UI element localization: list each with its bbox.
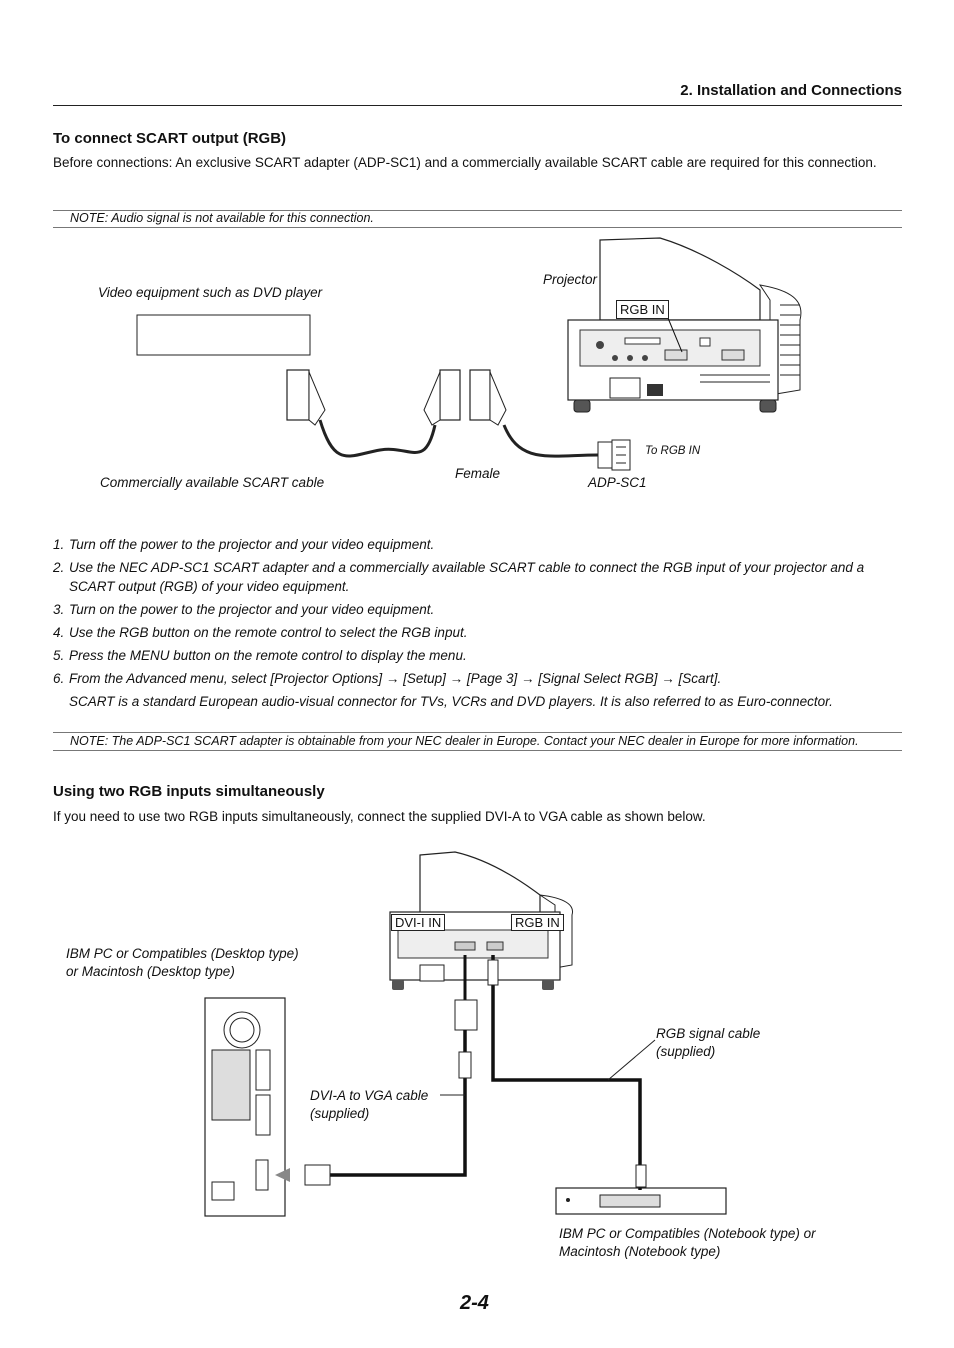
steps-list bbox=[53, 535, 903, 715]
to-rgb-in-label: To RGB IN bbox=[645, 445, 701, 457]
dual-rgb-diagram bbox=[0, 840, 954, 1220]
desktop-label: IBM PC or Compatibles (Desktop type) or Macintosh (Desktop type) bbox=[66, 946, 299, 979]
note2-rule-top bbox=[53, 732, 902, 733]
dvi-cable-label: DVI-A to VGA cable (supplied) bbox=[310, 1088, 429, 1121]
scart-intro: Before connections: An exclusive SCART adapter (ADP-SC1) and a commercially available SCART cable are required for this connection. bbox=[53, 155, 877, 170]
dual-rgb-intro: If you need to use two RGB inputs simultaneously, connect the supplied DVI-A to VGA cable as shown below. bbox=[53, 809, 706, 824]
note-rule-bottom bbox=[53, 227, 902, 228]
list-item: 4. Use the RGB button on the remote control to select the RGB input. bbox=[53, 625, 468, 640]
list-item: 5. Press the MENU button on the remote control to display the menu. bbox=[53, 648, 467, 663]
video-equipment-label: Video equipment such as DVD player bbox=[98, 285, 323, 300]
list-item: 2. Use the NEC ADP-SC1 SCART adapter and a commercially available SCART cable to connect the RGB input of your projector and a SCART output (RGB) of your video equipment. bbox=[53, 560, 865, 594]
scart-cable-label: Commercially available SCART cable bbox=[100, 475, 325, 490]
adp-sc1-label: ADP-SC1 bbox=[588, 475, 647, 490]
female-label: Female bbox=[455, 466, 501, 481]
scart-note: NOTE: Audio signal is not available for this connection. bbox=[70, 211, 374, 225]
rgb-in-label-2: RGB IN bbox=[511, 914, 564, 931]
projector-label: Projector bbox=[543, 272, 598, 287]
rgb-in-label: RGB IN bbox=[616, 300, 669, 319]
list-item: 1. Turn off the power to the projector and your video equipment. bbox=[53, 537, 435, 552]
rgb-cable-label: RGB signal cable (supplied) bbox=[656, 1026, 761, 1059]
page-number: 2-4 bbox=[460, 1292, 489, 1314]
note2-rule-bottom bbox=[53, 750, 902, 751]
list-item: 3. Turn on the power to the projector and your video equipment. bbox=[53, 602, 435, 617]
dvi-in-label: DVI-I IN bbox=[391, 914, 445, 931]
section-title: 2. Installation and Connections bbox=[680, 82, 902, 99]
scart-heading: To connect SCART output (RGB) bbox=[53, 130, 287, 147]
scart-note-2: NOTE: The ADP-SC1 SCART adapter is obtainable from your NEC dealer in Europe. Contact your NEC dealer in Europe for more information. bbox=[70, 734, 859, 748]
dual-rgb-heading: Using two RGB inputs simultaneously bbox=[53, 783, 325, 800]
notebook-label: IBM PC or Compatibles (Notebook type) or Macintosh (Notebook type) bbox=[559, 1226, 816, 1259]
projector-illustration bbox=[568, 238, 801, 412]
list-item: 6. From the Advanced menu, select [Projector Options] → [Setup] → [Page 3] → [Signal Select RGB] → [Scart]. bbox=[53, 671, 722, 686]
scart-definition: SCART is a standard European audio-visual connector for TVs, VCRs and DVD players. It is also referred to as Euro-connector. bbox=[69, 694, 833, 709]
desktop-pc-illustration bbox=[205, 998, 285, 1216]
notebook-illustration bbox=[556, 1188, 726, 1214]
header-rule bbox=[53, 105, 902, 106]
